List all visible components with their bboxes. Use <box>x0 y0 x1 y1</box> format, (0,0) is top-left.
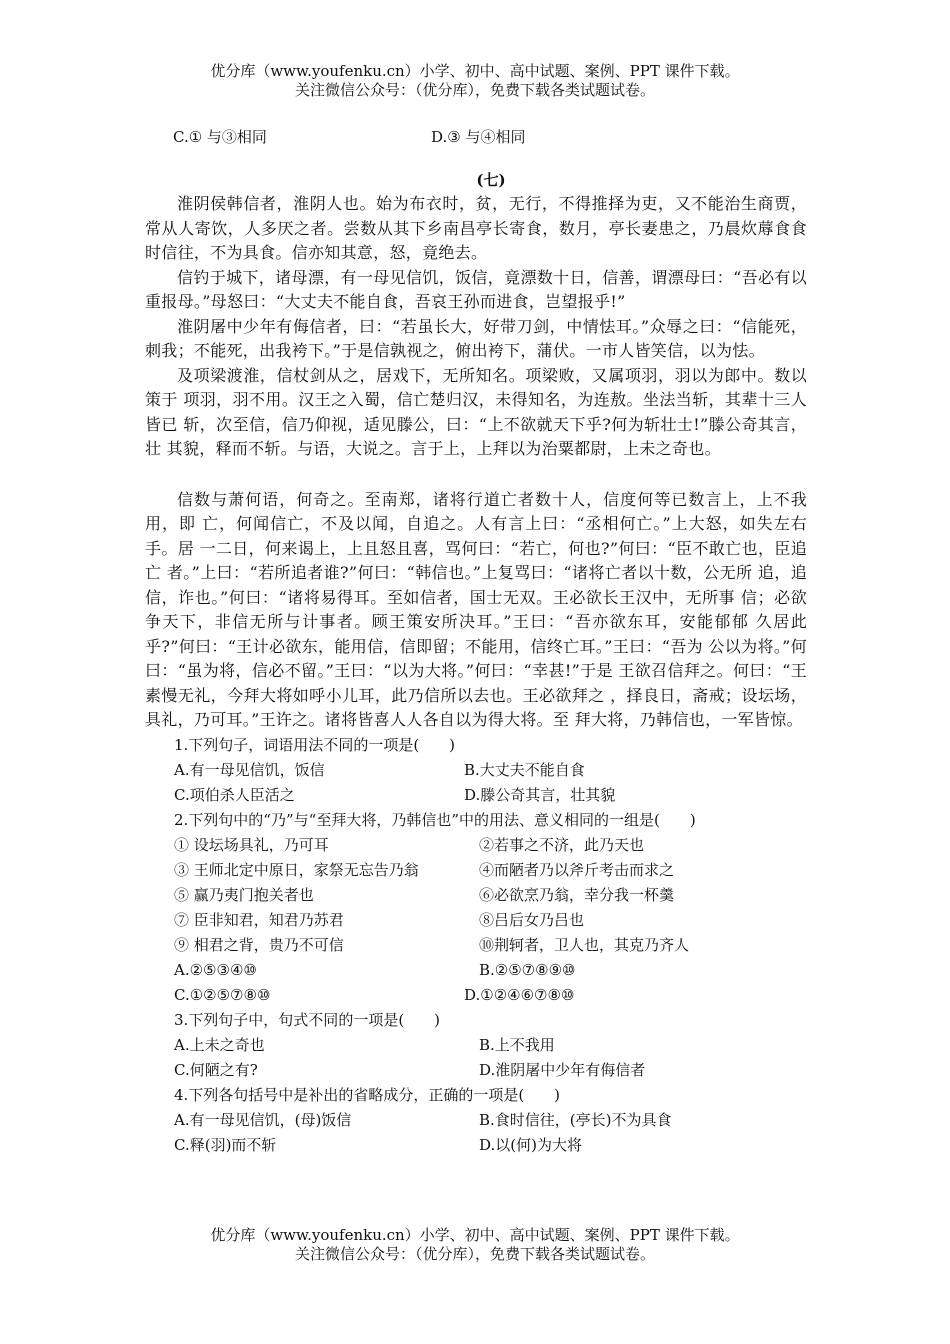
option-d: D.③ 与④相同 <box>431 128 526 146</box>
option-row <box>174 958 807 983</box>
option-d: D.淮阴屠中少年有侮信者 <box>479 1060 646 1079</box>
option-a: A.有一母见信饥，(母)饭信 <box>174 1110 352 1129</box>
item: ① 设坛场具礼，乃可耳 <box>174 835 329 854</box>
passage-paragraph: 信数与萧何语，何奇之。至南郑，诸将行道亡者数十人，信度何等已数言上，上不我用，即 亡，何闻信亡，不及以闻，自追之。人有言上曰：“丞相何亡。”上大怒，如失左右手。居 一二日，何来谒上，上且怒且喜，骂何曰：“若亡，何也?”何曰：“臣不敢亡也，臣追亡 者。”上曰：“若所追者谁?”何曰：“韩信也。”上复骂曰：“诸将亡者以十数，公无所 追，追信，诈也。”何曰：“诸将易得耳。至如信者，国士无双。王必欲长王汉中，无所事 信；必欲争天下，非信无所与计事者。顾王策安所决耳。”王曰：“吾亦欲东耳，安能郁郁 久居此乎?”何曰：“王计必欲东，能用信，信即留；不能用，信终亡耳。”王曰：“吾为 公以为将。”何曰：“虽为将，信必不留。”王曰：“以为大将。”何曰：“幸甚!”于是 王欲召信拜之。何曰：“王素慢无礼，今拜大将如呼小儿耳，此乃信所以去也。王必欲拜之 ，择良日，斋戒；设坛场，具礼，乃可耳。”王许之。诸将皆喜人人各自以为得大将。至 拜大将，乃韩信也，一军皆惊。 <box>145 489 807 729</box>
question-4 <box>145 1083 807 1158</box>
previous-question-options <box>145 124 807 150</box>
item: ⑥必欲烹乃翁，幸分我一杯羹 <box>479 885 675 904</box>
item-row <box>174 833 807 858</box>
document-body <box>145 124 807 1158</box>
page-header <box>0 62 950 100</box>
item-row <box>174 933 807 958</box>
section-title: (七) <box>476 171 506 189</box>
option-c: C.①②⑤⑦⑧⑩ <box>174 985 271 1004</box>
option-a: A.②⑤③④⑩ <box>174 960 257 979</box>
option-row <box>174 1058 807 1083</box>
item: ⑨ 相君之背，贵乃不可信 <box>174 935 344 954</box>
question-3 <box>145 1008 807 1083</box>
item: ⑦ 臣非知君，知君乃苏君 <box>174 910 344 929</box>
passage-paragraph: 及项梁渡淮，信杖剑从之，居戏下，无所知名。项梁败，又属项羽，羽以为郎中。数以策于 项羽，羽不用。汉王之入蜀，信亡楚归汉，未得知名，为连敖。坐法当斩，其辈十三人皆已 斩，次至信，信乃仰视，适见滕公，曰：“上不欲就天下乎?何为斩壮士!”滕公奇其言，壮 其貌，释而不斩。与语，大说之。言于上，上拜以为治粟都尉，上未之奇也。 <box>145 365 807 458</box>
page-footer <box>0 1226 950 1264</box>
option-d: D.①②④⑥⑦⑧⑩ <box>464 985 575 1004</box>
item-row <box>174 908 807 933</box>
question-stem: 2.下列句中的“乃”与“至拜大将，乃韩信也”中的用法、意义相同的一组是( ) <box>174 810 696 829</box>
question-2 <box>145 808 807 1008</box>
question-stem: 3.下列句子中，句式不同的一项是( ) <box>174 1010 441 1029</box>
question-1 <box>145 733 807 808</box>
option-c: C.释(羽)而不斩 <box>174 1135 277 1154</box>
option-c: C.何陋之有? <box>174 1060 258 1079</box>
header-line-1: 优分库（www.youfenku.cn）小学、初中、高中试题、案例、PPT 课件下载。 <box>210 62 740 80</box>
passage-paragraph: 信钓于城下，诸母漂，有一母见信饥，饭信，竟漂数十日，信善，谓漂母曰：“吾必有以重报母。”母怒曰：“大丈夫不能自食，吾哀王孙而进食，岂望报乎!” <box>145 267 807 311</box>
item: ⑩荆轲者，卫人也，其克乃齐人 <box>479 935 690 954</box>
item: ③ 王师北定中原日，家祭无忘告乃翁 <box>174 860 419 879</box>
question-stem: 4.下列各句括号中是补出的省略成分，正确的一项是( ) <box>174 1085 561 1104</box>
item: ④而陋者乃以斧斤考击而求之 <box>479 860 675 879</box>
option-b: B.大丈夫不能自食 <box>464 760 585 779</box>
item: ⑤ 赢乃夷门抱关者也 <box>174 885 314 904</box>
option-row <box>174 783 807 808</box>
option-row <box>174 983 807 1008</box>
option-c: C.① 与③相同 <box>173 128 267 146</box>
option-d: D.以(何)为大将 <box>479 1135 582 1154</box>
option-row <box>174 1033 807 1058</box>
item: ⑧吕后女乃吕也 <box>479 910 585 929</box>
passage-paragraph: 淮阴侯韩信者，淮阴人也。始为布衣时，贫，无行，不得推择为吏，又不能治生商贾，常从人寄饮，人多厌之者。尝数从其下乡南昌亭长寄食，数月，亭长妻患之，乃晨炊蓐食食时信往，不为具食。信亦知其意，怒，竟绝去。 <box>145 194 807 262</box>
item-row <box>174 883 807 908</box>
header-line-2: 关注微信公众号：（优分库），免费下载各类试题试卷。 <box>294 81 655 99</box>
option-b: B.食时信往，(亭长)不为具食 <box>479 1110 672 1129</box>
option-b: B.上不我用 <box>479 1035 555 1054</box>
item-row <box>174 858 807 883</box>
option-d: D.滕公奇其言，壮其貌 <box>464 785 616 804</box>
item: ②若事之不济，此乃天也 <box>479 835 645 854</box>
question-stem: 1.下列句子，词语用法不同的一项是( ) <box>174 735 456 754</box>
option-a: A.有一母见信饥，饭信 <box>174 760 325 779</box>
option-row <box>174 758 807 783</box>
paragraph-gap <box>145 462 807 488</box>
option-row <box>174 1133 807 1158</box>
footer-line-2: 关注微信公众号：（优分库），免费下载各类试题试卷。 <box>294 1245 655 1263</box>
option-row <box>174 1108 807 1133</box>
option-b: B.②⑤⑦⑧⑨⑩ <box>479 960 576 979</box>
passage-paragraph: 淮阴屠中少年有侮信者，曰：“若虽长大，好带刀剑，中情怯耳。”众辱之曰：“信能死， 刺我；不能死，出我袴下。”于是信孰视之，俯出袴下，蒲伏。一市人皆笑信，以为怯。 <box>145 316 807 360</box>
option-c: C.项伯杀人臣活之 <box>174 785 295 804</box>
footer-line-1: 优分库（www.youfenku.cn）小学、初中、高中试题、案例、PPT 课件下载。 <box>210 1226 740 1244</box>
option-a: A.上未之奇也 <box>174 1035 265 1054</box>
